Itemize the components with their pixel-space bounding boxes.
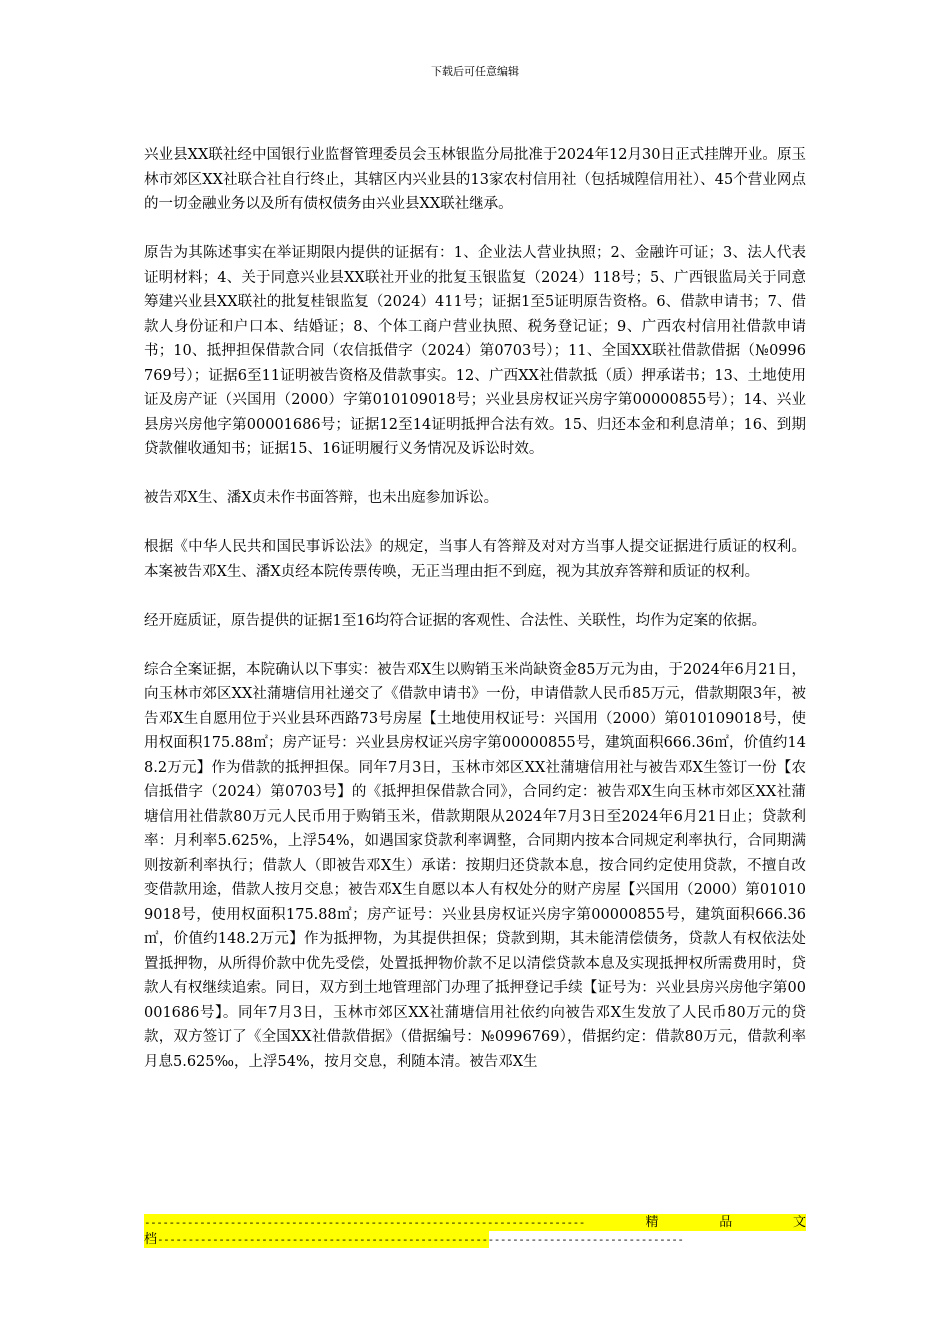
paragraph-evidence-review: 经开庭质证，原告提供的证据1至16均符合证据的客观性、合法性、关联性，均作为定案的依据。 [144, 612, 767, 629]
paragraph-plaintiff-evidence: 原告为其陈述事实在举证期限内提供的证据有：1、企业法人营业执照；2、金融许可证；3、法人代表证明材料；4、关于同意兴业县XX联社开业的批复玉银监复（2024）118号；5、广西银监局关于同意筹建兴业县XX联社的批复桂银监复（2024）411号；证据1至5证明原告资格。6、借款申请书；7、借款人身份证和户口本、结婚证；8、个体工商户营业执照、税务登记证；9、广西农村信用社借款申请书；10、抵押担保借款合同（农信抵借字（2024）第0703号）；11、全国XX联社借款借据（№0996769号）；证据6至11证明被告资格及借款事实。12、广西XX社借款抵（质）押承诺书；13、土地使用证及房产证（兴国用（2000）字第010109018号；兴业县房权证兴房字第00000855号）；14、兴业县房兴房他字第00001686号；证据12至14证明抵押合法有效。15、归还本金和利息清单；16、到期贷款催收通知书；证据15、16证明履行义务情况及诉讼时效。 [144, 245, 806, 457]
footer-char-1: 精 [645, 1215, 659, 1230]
footer-dashes-2: -------------------------------------------------------------------------------------- [157, 1233, 684, 1246]
footer-char-3: 文 [792, 1215, 806, 1230]
paragraph-legal-basis: 根据《中华人民共和国民事诉讼法》的规定，当事人有答辩及对对方当事人提交证据进行质证的权利。本案被告邓X生、潘X贞经本院传票传唤，无正当理由拒不到庭，视为其放弃答辩和质证的权利。 [144, 539, 806, 580]
paragraph-findings: 综合全案证据，本院确认以下事实：被告邓X生以购销玉米尚缺资金85万元为由，于2024年6月21日，向玉林市郊区XX社蒲塘信用社递交了《借款申请书》一份，申请借款人民币85万元，借款期限3年，被告邓X生自愿用位于兴业县环西路73号房屋【土地使用权证号：兴国用（2000）第010109018号，使用权面积175.88㎡；房产证号：兴业县房权证兴房字第00000855号，建筑面积666.36㎡，价值约148.2万元】作为借款的抵押担保。同年7月3日，玉林市郊区XX社蒲塘信用社与被告邓X生签订一份【农信抵借字（2024）第0703号】的《抵押担保借款合同》，合同约定：被告邓X生向玉林市郊区XX社蒲塘信用社借款80万元人民币用于购销玉米，借款期限从2024年7月3日至2024年6月21日止；贷款利率：月利率5.625%，上浮54%，如遇国家贷款利率调整，合同期内按本合同规定利率执行，合同期满则按新利率执行；借款人（即被告邓X生）承诺：按期归还贷款本息，按合同约定使用贷款，不擅自改变借款用途，借款人按月交息；被告邓X生自愿以本人有权处分的财产房屋【兴国用（2000）第010109018号，使用权面积175.88㎡；房产证号：兴业县房权证兴房字第00000855号，建筑面积666.36㎡，价值约148.2万元】作为抵押物，为其提供担保；贷款到期，其未能清偿债务，贷款人有权依法处置抵押物，从所得价款中优先受偿，处置抵押物价款不足以清偿贷款本息及实现抵押权所需费用时，贷款人有权继续追索。同日，双方到土地管理部门办理了抵押登记手续【证号为：兴业县房兴房他字第00001686号】。同年7月3日，玉林市郊区XX社蒲塘信用社依约向被告邓X生发放了人民币80万元的贷款，双方签订了《全国XX社借款借据》（借据编号：№0996769），借据约定：借款80万元，借款利率月息5.625‰，上浮54%，按月交息，利随本清。被告邓X生 [144, 661, 806, 1070]
watermark-footer [144, 1214, 806, 1248]
footer-dashes-1: ------------------------------------------------------------------------ [144, 1216, 585, 1229]
footer-line-2 [144, 1231, 684, 1248]
footer-char-2: 品 [719, 1215, 733, 1230]
footer-char-4: 档 [144, 1232, 158, 1247]
paragraph-defendant-absence: 被告邓X生、潘X贞未作书面答辩，也未出庭参加诉讼。 [144, 490, 499, 506]
footer-line-1 [144, 1214, 806, 1231]
document-body [144, 143, 806, 1074]
paragraph-establishment: 兴业县XX联社经中国银行业监督管理委员会玉林银监分局批准于2024年12月30日正式挂牌开业。原玉林市郊区XX社联合社自行终止，其辖区内兴业县的13家农村信用社（包括城隍信用社）、45个营业网点的一切金融业务以及所有债权债务由兴业县XX联社继承。 [144, 147, 806, 212]
page-header: 下载后可任意编辑 [431, 65, 519, 78]
